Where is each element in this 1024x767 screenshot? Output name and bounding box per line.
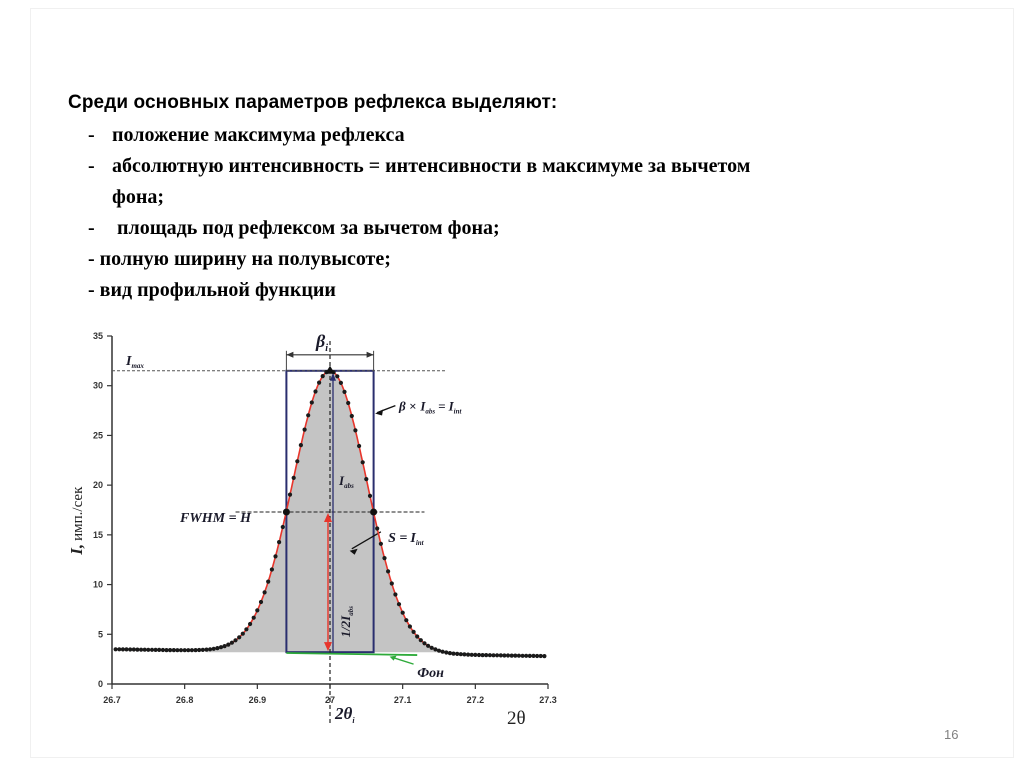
data-point — [444, 650, 448, 654]
data-point — [248, 622, 252, 626]
data-point — [252, 616, 256, 620]
data-point — [491, 653, 495, 657]
data-point — [462, 652, 466, 656]
data-point — [168, 648, 172, 652]
background-line — [286, 653, 417, 655]
data-point — [466, 653, 470, 657]
data-point — [451, 652, 455, 656]
data-point — [212, 647, 216, 651]
data-point — [150, 648, 154, 652]
beta-arrow-right-head — [367, 352, 374, 358]
data-point — [404, 618, 408, 622]
data-point — [288, 493, 292, 497]
box-equation-label: $\beta \times I_{abs} = I_{int}$ — [399, 398, 462, 416]
bullet-item — [88, 151, 962, 182]
y-axis-unit: имп./сек — [70, 486, 86, 541]
x-tick-label: 26.9 — [248, 695, 267, 705]
fwhm-point — [283, 508, 290, 515]
peak-top-marker — [325, 366, 335, 374]
data-point — [412, 630, 416, 634]
data-point — [477, 653, 481, 657]
bullet-text: положение максимума рефлекса — [112, 124, 405, 146]
data-point — [303, 428, 307, 432]
data-point — [495, 653, 499, 657]
data-point — [194, 648, 198, 652]
x-axis-label: 2θ — [507, 708, 526, 729]
background-label: Фон — [417, 666, 444, 682]
data-point — [426, 644, 430, 648]
data-point — [197, 648, 201, 652]
data-point — [342, 390, 346, 394]
bullet-dash: - — [88, 155, 95, 177]
data-point — [382, 556, 386, 560]
data-point — [164, 648, 168, 652]
data-point — [114, 647, 118, 651]
half-height-label: $1/2I_{abs}$ — [338, 606, 355, 638]
slide-heading: Среди основных параметров рефлекса выделяют: — [68, 92, 558, 113]
data-point — [386, 569, 390, 573]
x-tick-label: 26.7 — [103, 695, 121, 705]
data-point — [175, 648, 179, 652]
data-point — [422, 641, 426, 645]
y-tick-label: 0 — [97, 679, 103, 689]
data-point — [473, 653, 477, 657]
data-point — [292, 476, 296, 480]
data-point — [226, 643, 230, 647]
data-point — [517, 654, 521, 658]
data-point — [172, 648, 176, 652]
data-point — [223, 644, 227, 648]
data-point — [179, 648, 183, 652]
y-tick-label: 30 — [92, 380, 103, 391]
imax-label: $I_{max}$ — [126, 353, 144, 370]
area-equation-label: $S = I_{int}$ — [388, 530, 424, 547]
data-point — [361, 460, 365, 464]
data-point — [306, 413, 310, 417]
data-point — [215, 646, 219, 650]
data-point — [506, 653, 510, 657]
data-point — [270, 567, 274, 571]
data-point — [513, 654, 517, 658]
y-tick-label: 5 — [97, 629, 103, 640]
data-point — [266, 580, 270, 584]
data-point — [208, 647, 212, 651]
bullet-list — [88, 120, 962, 306]
data-point — [390, 581, 394, 585]
data-point — [455, 652, 459, 656]
svg-text:I,имп./сек — [67, 486, 86, 556]
y-tick-label: 25 — [92, 430, 103, 441]
data-point — [157, 648, 161, 652]
x-tick-label: 27.3 — [539, 695, 557, 705]
data-point — [230, 641, 234, 645]
data-point — [350, 414, 354, 418]
data-point — [528, 654, 532, 658]
bullet-text: площадь под рефлексом за вычетом фона; — [112, 217, 500, 239]
data-point — [502, 653, 506, 657]
data-point — [459, 652, 463, 656]
y-axis-symbol: I, — [67, 543, 86, 555]
bullet-text: - вид профильной функции — [88, 279, 336, 301]
bullet-text: абсолютную интенсивность = интенсивности в максимуме за вычетом — [112, 155, 751, 177]
data-point — [299, 443, 303, 447]
data-point — [524, 654, 528, 658]
data-point — [539, 654, 543, 658]
data-point — [531, 654, 535, 658]
data-point — [161, 648, 165, 652]
data-point — [277, 540, 281, 544]
data-point — [281, 525, 285, 529]
x-tick-label: 27.1 — [393, 695, 412, 705]
data-point — [448, 651, 452, 655]
data-point — [313, 389, 317, 393]
data-point — [241, 632, 245, 636]
data-point — [415, 634, 419, 638]
bullet-item — [88, 275, 962, 306]
fwhm-point — [370, 508, 377, 515]
data-point — [441, 650, 445, 654]
data-point — [401, 611, 405, 615]
y-axis-label — [67, 486, 86, 556]
data-point — [295, 459, 299, 463]
data-point — [368, 494, 372, 498]
data-point — [190, 648, 194, 652]
data-point — [321, 374, 325, 378]
data-point — [259, 600, 263, 604]
y-tick-label: 15 — [92, 529, 103, 540]
bullet-item-continuation — [88, 182, 962, 213]
data-point — [408, 624, 412, 628]
peak-profile-chart — [60, 318, 580, 738]
iabs-label: $I_{abs}$ — [339, 473, 354, 491]
bullet-text: - полную ширину на полувысоте; — [88, 248, 391, 270]
beta-arrow-left-head — [286, 352, 293, 358]
data-point — [132, 647, 136, 651]
data-point — [186, 648, 190, 652]
x-tick-label: 27.2 — [466, 695, 485, 705]
data-point — [128, 647, 132, 651]
data-point — [204, 648, 208, 652]
data-point — [244, 627, 248, 631]
data-point — [117, 647, 121, 651]
data-point — [481, 653, 485, 657]
data-point — [484, 653, 488, 657]
data-point — [353, 428, 357, 432]
data-point — [357, 444, 361, 448]
data-point — [310, 400, 314, 404]
data-point — [135, 648, 139, 652]
data-point — [397, 602, 401, 606]
data-point — [542, 654, 546, 658]
data-point — [143, 648, 147, 652]
bullet-item — [88, 244, 962, 275]
data-point — [183, 648, 187, 652]
data-point — [488, 653, 492, 657]
data-point — [233, 638, 237, 642]
data-point — [124, 647, 128, 651]
data-point — [317, 381, 321, 385]
data-point — [375, 526, 379, 530]
bullet-dash: - — [88, 217, 95, 239]
data-point — [419, 638, 423, 642]
data-point — [201, 648, 205, 652]
data-point — [393, 592, 397, 596]
peak-position-label: $2\theta_i$ — [335, 704, 355, 725]
data-point — [263, 590, 267, 594]
data-point — [237, 635, 241, 639]
data-point — [379, 542, 383, 546]
data-point — [364, 477, 368, 481]
data-point — [499, 653, 503, 657]
data-point — [430, 646, 434, 650]
bullet-dash: - — [88, 124, 95, 146]
data-point — [139, 648, 143, 652]
data-point — [146, 648, 150, 652]
y-tick-label: 10 — [92, 579, 103, 590]
bullet-item — [88, 120, 962, 151]
y-tick-label: 20 — [92, 480, 103, 491]
data-point — [255, 608, 259, 612]
data-point — [121, 647, 125, 651]
data-point — [437, 649, 441, 653]
y-tick-label: 35 — [92, 331, 103, 341]
x-tick-label: 26.8 — [175, 695, 194, 705]
x-tick-label: 27 — [324, 695, 336, 705]
data-point — [335, 374, 339, 378]
page-number: 16 — [944, 727, 959, 742]
data-point — [535, 654, 539, 658]
data-point — [470, 653, 474, 657]
box-eq-pointer-head — [375, 410, 383, 416]
data-point — [346, 401, 350, 405]
data-point — [433, 647, 437, 651]
bullet-text: фона; — [112, 186, 165, 208]
data-point — [339, 381, 343, 385]
data-point — [521, 654, 525, 658]
data-point — [219, 645, 223, 649]
beta-label: $\beta_i$ — [316, 330, 329, 354]
data-point — [510, 654, 514, 658]
fwhm-label: FWHM = H — [180, 510, 251, 526]
data-point — [273, 554, 277, 558]
bullet-item — [88, 213, 962, 244]
data-point — [154, 648, 158, 652]
